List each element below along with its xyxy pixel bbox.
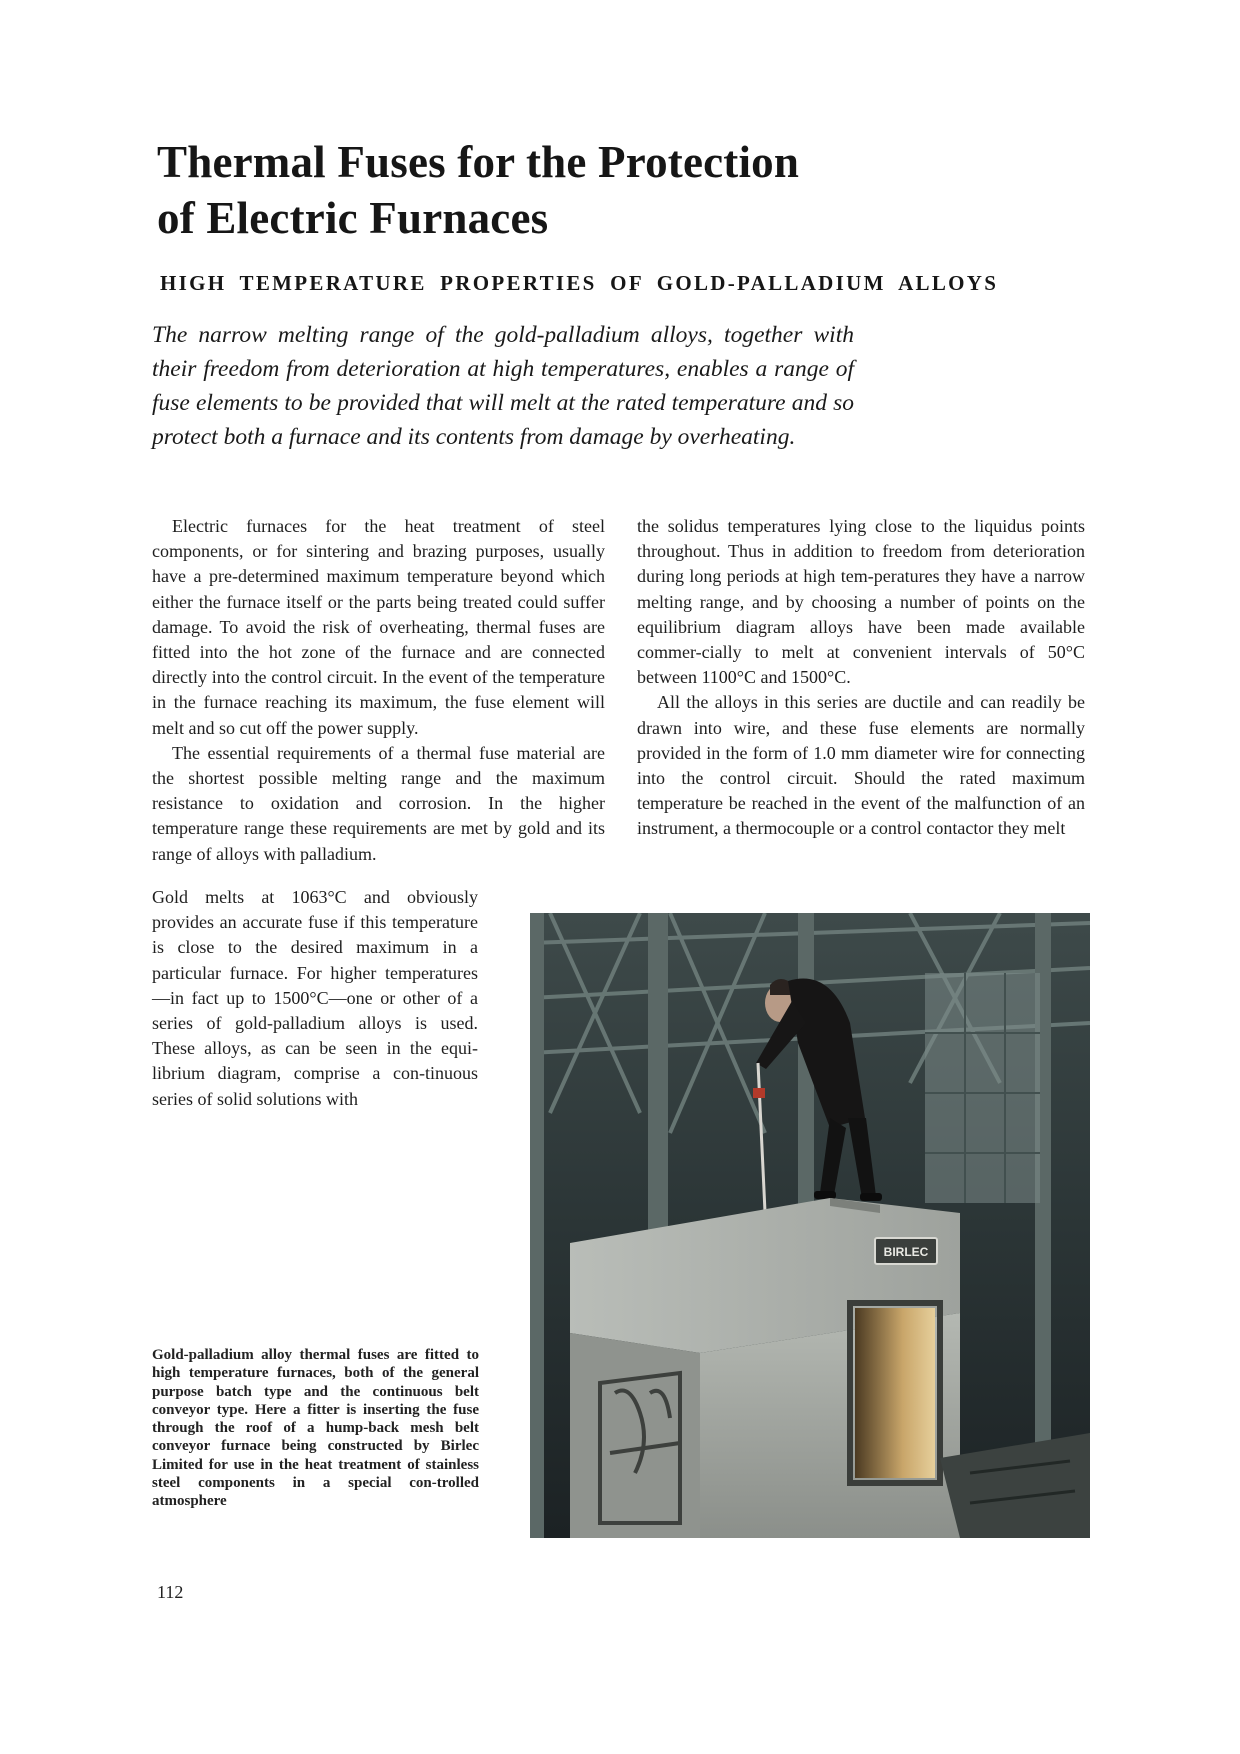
article-subtitle: HIGH TEMPERATURE PROPERTIES OF GOLD-PALLADIUM ALLOYS [160,271,999,295]
article-title-line-2: of Electric Furnaces [157,193,549,243]
article-title-line-1: Thermal Fuses for the Protection [157,137,800,187]
page-number: 112 [157,1582,184,1602]
furnace-nameplate: BIRLEC [883,1245,929,1259]
right-paragraph-2: All the alloys in this series are ductile and can readily be drawn into wire, and these fuse elements are normally provided in the form of 1.0 mm diameter wire for connecting into the control circuit. Should the rated maximum temperature be reached in the event of the malfunction of an instrument, a thermocouple or a control contactor they melt [637,692,1085,839]
article-title [157,134,1037,246]
right-paragraph-1: the solidus temperatures lying close to the liquidus points throughout. Thus in addition to freedom from deterioration during long periods at high tem-peratures they have a narrow melting range, and by choosing a number of points on the equilibrium diagram alloys have been made available commer-cially to melt at convenient intervals of 50°C between 1100°C and 1500°C. [637,516,1085,688]
left-column [152,514,605,867]
left-column-narrow [152,885,478,1112]
figure-caption: Gold-palladium alloy thermal fuses are fitted to high temperature furnaces, both of the general purpose batch type and the continuous belt conveyor type. Here a fitter is inserting the fuse through the roof of a hump-back mesh belt conveyor furnace being constructed by Birlec Limited for use in the heat treatment of stainless steel components in a special con-trolled atmosphere [152,1347,479,1510]
left-paragraph-2: The essential requirements of a thermal fuse material are the shortest possible melting range and the maximum resistance to oxidation and corrosion. In the higher temperature range these requirements are met by gold and its range of alloys with palladium. [152,742,605,864]
left-paragraph-1: Electric furnaces for the heat treatment of steel components, or for sintering and brazing purposes, usually have a pre-determined maximum temperature beyond which either the furnace itself or the parts being treated could suffer damage. To avoid the risk of overheating, thermal fuses are fitted into the hot zone of the furnace and are connected directly into the control circuit. In the event of the temperature in the furnace reaching its maximum, the fuse element will melt and so cut off the power supply. [152,516,605,738]
left-paragraph-2-continued: Gold melts at 1063°C and obviously provides an accurate fuse if this temperature is close to the desired maximum in a particular furnace. For higher temperatures—in fact up to 1500°C—one or other of a series of gold-palladium alloys is used. These alloys, as can be seen in the equi-librium diagram, comprise a con-tinuous series of solid solutions with [152,887,478,1109]
furnace-photograph [530,913,1090,1538]
right-column [637,514,1085,842]
article-abstract: The narrow melting range of the gold-palladium alloys, together with their freedom from deterioration at high temperatures, enables a range of fuse elements to be provided that will melt at the rated temperature and so protect both a furnace and its contents from damage by overheating. [152,322,854,450]
